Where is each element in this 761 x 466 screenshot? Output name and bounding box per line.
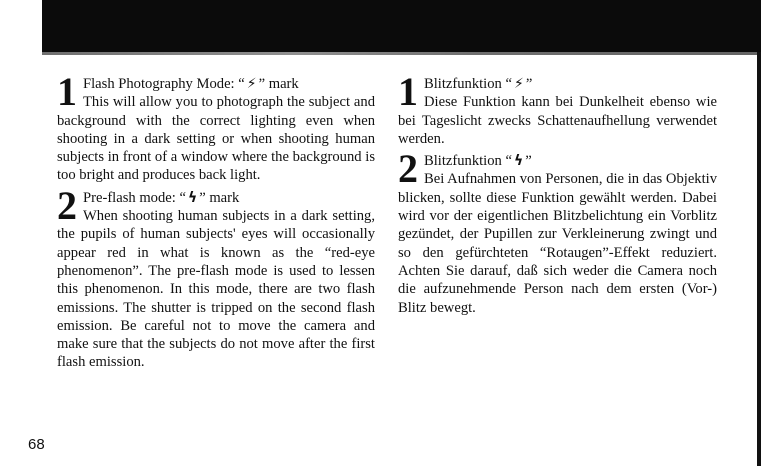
section-flash-mode-en [57,69,375,185]
section-body: When shooting human subjects in a dark setting, the pupils of human subjects' eyes will occasionally appear red in what is known as the “red-eye phenomenon”. The pre-flash mode is used to lessen this phenomenon. In this mode, there are two flash emissions. The shutter is tripped on the second flash emission. Be careful not to move the camera and make sure that the subjects do not move after the first flash emission. [57,208,375,371]
section-body: Diese Funktion kann bei Dunkelheit ebenso wie bei Tageslicht zwecks Schattenaufhellung verwendet werden. [398,94,717,147]
heading-text-end: ” [525,76,533,92]
section-body: Bei Aufnahmen von Personen, die in das Objektiv blicken, sollte diese Funktion gewählt werden. Dabei wird vor der eigentlichen Blitzbelichtung ein Vorblitz gezündet, der Pupillen zur Verkleinerung zwingt und so den gefürchteten “Rotaugen”-Effekt reduziert. Achten Sie darauf, daß sich weder die Camera noch die aufzunehmende Person nach dem ersten (Vor-) Blitz bewegt. [398,171,717,316]
preflash-icon: ϟ [187,189,198,206]
section-number: 1 [57,69,77,114]
heading-text: Flash Photography Mode: “ [83,76,245,92]
section-body: This will allow you to photograph the subject and background with the correct lighting even when shooting in a dark setting or when shooting human subjects in front of a window where the background is too bright and produces back light. [57,94,375,184]
heading-text: Blitzfunktion “ [424,76,512,92]
page-number: 68 [28,436,45,453]
heading-text-end: ” mark [258,76,299,92]
section-heading [398,75,717,93]
section-preflash-mode-de [398,146,717,317]
section-number: 1 [398,69,418,114]
section-preflash-mode-en [57,182,375,372]
section-heading [398,152,717,170]
section-heading [57,75,375,93]
heading-text-end: ” [525,153,532,170]
section-number: 2 [57,182,77,228]
section-flash-mode-de [398,69,717,148]
heading-text-end: ” mark [199,189,240,206]
section-number: 2 [398,146,418,192]
english-column [57,69,375,372]
german-column [398,69,717,317]
top-black-bar [42,0,761,52]
heading-text: Pre-flash mode: “ [83,189,186,206]
flash-icon: ⚡ [246,76,257,92]
heading-text: Blitzfunktion “ [424,153,512,170]
flash-icon: ⚡ [513,76,524,92]
page-edge-shadow [757,52,761,466]
preflash-icon: ϟ [513,153,524,170]
section-heading [57,189,375,207]
